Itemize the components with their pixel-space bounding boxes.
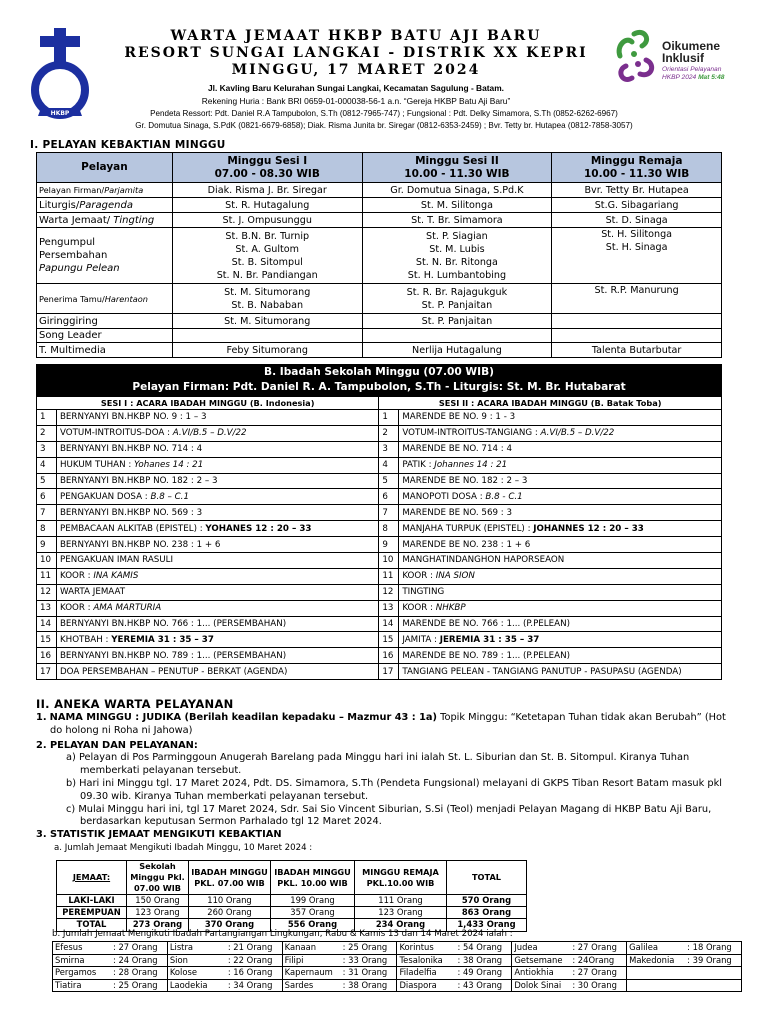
attendance-col-header: TOTAL (447, 861, 527, 895)
section-2-title: II. ANEKA WARTA PELAYANAN (36, 697, 234, 711)
item-number: 6 (37, 489, 57, 505)
item-number: 15 (379, 632, 399, 648)
oikumene-logo (612, 26, 762, 90)
lingkungan-name: Smirna (55, 954, 85, 965)
sesi-2-item: KOOR : INA SION (399, 568, 722, 584)
item-number: 9 (37, 537, 57, 553)
attendance-col-header: Sekolah Minggu Pkl. 07.00 WIB (127, 861, 189, 895)
attendance-cell: 273 Orang (127, 919, 189, 931)
liturgy-row (37, 600, 722, 616)
cell (552, 329, 722, 343)
col-sesi-1: Minggu Sesi I 07.00 - 08.30 WIB (172, 153, 362, 183)
lingkungan-name: Tiatira (55, 979, 82, 990)
attendance-row (57, 907, 527, 919)
cell: St. R.P. Manurung (552, 284, 722, 314)
lingkungan-name: Sardes (284, 979, 314, 990)
lingkungan-name: Efesus (55, 942, 83, 953)
attendance-cell: 150 Orang (127, 895, 189, 907)
logo-sub-3: Mat 5:48 (698, 74, 725, 81)
item-number: 2 (37, 425, 57, 441)
lingkungan-table (52, 941, 742, 992)
sesi-2-item: VOTUM-INTROITUS-TANGIANG : A.VI/B.5 – D.V/22 (399, 425, 722, 441)
attendance-col-header: MINGGU REMAJA PKL.10.00 WIB (355, 861, 447, 895)
sesi-1-item: BERNYANYI BN.HKBP NO. 789 : 1... (PERSEMBAHAN) (56, 648, 378, 664)
title-line-2: RESORT SUNGAI LANGKAI - DISTRIK XX KEPRI (124, 45, 588, 61)
oikumene-emblem-icon (612, 26, 658, 90)
lingkungan-row (53, 942, 742, 955)
item-number: 5 (379, 473, 399, 489)
lingkungan-cell (53, 979, 168, 992)
lingkungan-count: : 22 Orang (227, 954, 273, 965)
cell: Feby Situmorang (172, 343, 362, 358)
attendance-cell: TOTAL (57, 919, 127, 931)
item-number: 17 (379, 664, 399, 680)
item-number: 12 (37, 584, 57, 600)
lingkungan-count: : 27 Orang (572, 967, 617, 978)
sesi-2-item: TINGTING (399, 584, 722, 600)
lingkungan-count: : 24Orang (572, 954, 615, 965)
lingkungan-name: Pergamos (55, 967, 97, 978)
lingkungan-count: : 27 Orang (572, 942, 617, 953)
sesi-1-item: BERNYANYI BN.HKBP NO. 238 : 1 + 6 (56, 537, 378, 553)
sesi-1-item: PEMBACAAN ALKITAB (EPISTEL) : YOHANES 12 : 20 – 33 (56, 521, 378, 537)
cell: St. P. Siagian St. M. Lubis St. N. Br. Ritonga St. H. Lumbantobing (362, 228, 552, 284)
cell: Bvr. Tetty Br. Hutapea (552, 183, 722, 198)
attendance-header (57, 861, 527, 895)
lingkungan-name: Kolose (169, 967, 197, 978)
item-number: 5 (37, 473, 57, 489)
item-number: 17 (37, 664, 57, 680)
lingkungan-count: : 39 Orang (687, 954, 732, 965)
lingkungan-name: Kapernaum (284, 967, 333, 978)
lingkungan-name: Kanaan (284, 942, 317, 953)
lingkungan-count: : 27 Orang (113, 942, 158, 953)
lingkungan-cell (167, 942, 282, 955)
row-label: Penerima Tamu/Harentaon (37, 284, 173, 314)
lingkungan-count: : 54 Orang (457, 942, 503, 953)
cell: Talenta Butarbutar (552, 343, 722, 358)
liturgy-row (37, 616, 722, 632)
sesi-1-header: SESI I : ACARA IBADAH MINGGU (B. Indonesia) (37, 397, 379, 410)
attendance-col-header: IBADAH MINGGU PKL. 07.00 WIB (189, 861, 271, 895)
liturgy-row (37, 584, 722, 600)
col-remaja: Minggu Remaja 10.00 - 11.30 WIB (552, 153, 722, 183)
svg-text:HKBP: HKBP (50, 110, 70, 117)
sesi-2-item: PATIK : Johannes 14 : 21 (399, 457, 722, 473)
lingkungan-count: : 31 Orang (342, 967, 388, 978)
item-number: 8 (37, 521, 57, 537)
sesi-1-item: KOOR : AMA MARTURIA (56, 600, 378, 616)
lingkungan-name: Filadelfia (399, 967, 437, 978)
sesi-1-item: BERNYANYI BN.HKBP NO. 9 : 1 – 3 (56, 410, 378, 426)
lingkungan-name: Makedonia (629, 954, 675, 965)
item-number: 7 (379, 505, 399, 521)
attendance-cell: 863 Orang (447, 907, 527, 919)
lingkungan-cell (53, 967, 168, 980)
col-sesi-2: Minggu Sesi II 10.00 - 11.30 WIB (362, 153, 552, 183)
cell: St. T. Br. Simamora (362, 213, 552, 228)
table-row (37, 284, 722, 314)
logo-word-2: Inklusif (662, 51, 705, 65)
cell: St. P. Panjaitan (362, 314, 552, 329)
sesi-2-item: JAMITA : JEREMIA 31 : 35 – 37 (399, 632, 722, 648)
attendance-cell: 111 Orang (355, 895, 447, 907)
table-row (37, 228, 722, 284)
page-header (0, 0, 768, 138)
lingkungan-count: : 49 Orang (457, 967, 503, 978)
item-2-title: 2. PELAYAN DAN PELAYANAN: (36, 739, 198, 751)
cell: St. D. Sinaga (552, 213, 722, 228)
cell: St. M. Situmorang St. B. Nababan (172, 284, 362, 314)
lingkungan-cell (627, 979, 742, 992)
attendance-cell: 1,433 Orang (447, 919, 527, 931)
cell: Gr. Domutua Sinaga, S.Pd.K (362, 183, 552, 198)
logo-word-1: Oikumene (662, 39, 721, 53)
item-3-title: 3. STATISTIK JEMAAT MENGIKUTI KEBAKTIAN (36, 829, 282, 841)
lingkungan-cell (512, 942, 627, 955)
item-number: 9 (379, 537, 399, 553)
lingkungan-cell (53, 942, 168, 955)
pelayan-table-header (37, 153, 722, 183)
liturgy-row (37, 410, 722, 426)
item-number: 16 (379, 648, 399, 664)
item-number: 16 (37, 648, 57, 664)
item-number: 14 (379, 616, 399, 632)
sesi-1-item: BERNYANYI BN.HKBP NO. 182 : 2 – 3 (56, 473, 378, 489)
sesi-2-item: KOOR : NHKBP (399, 600, 722, 616)
title-line-1: WARTA JEMAAT HKBP BATU AJI BARU (170, 28, 542, 44)
item-number: 11 (379, 568, 399, 584)
item-number: 2 (379, 425, 399, 441)
lingkungan-title: b. Jumlah Jemaat Mengikuti Ibadah Partangiangan Lingkungan, Rabu & Kamis 13 dan 14 Maret 2024 ialah : (52, 929, 513, 939)
item-2b: b) Hari ini Minggu tgl. 17 Maret 2024, Pdt. DS. Simamora, S.Th (Pendeta Fungsional) melayani di GKPS Tiban Resort Batam masuk pkl 09.30 wib. Kiranya Tuhan memberkati pelayanan tersebut. (66, 777, 723, 802)
cell: Diak. Risma J. Br. Siregar (172, 183, 362, 198)
sesi-1-item: BERNYANYI BN.HKBP NO. 569 : 3 (56, 505, 378, 521)
lingkungan-name: Judea (514, 942, 538, 953)
lingkungan-name: Dolok Sinai (514, 979, 562, 990)
oikumene-title (662, 40, 720, 64)
liturgy-table (36, 396, 722, 680)
liturgy-row (37, 648, 722, 664)
cell: St. J. Ompusunggu (172, 213, 362, 228)
sesi-1-item: PENGAKUAN DOSA : B.8 – C.1 (56, 489, 378, 505)
lingkungan-count: : 16 Orang (227, 967, 273, 978)
item-number: 3 (379, 441, 399, 457)
sekolah-title: B. Ibadah Sekolah Minggu (07.00 WIB) (264, 366, 494, 378)
cell (552, 314, 722, 329)
sesi-2-item: MARENDE BE NO. 789 : 1... (P.PELEAN) (399, 648, 722, 664)
item-number: 14 (37, 616, 57, 632)
sesi-2-item: MARENDE BE NO. 569 : 3 (399, 505, 722, 521)
lingkungan-cell (167, 979, 282, 992)
attendance-cell: 370 Orang (189, 919, 271, 931)
liturgy-row (37, 457, 722, 473)
table-row (37, 198, 722, 213)
item-number: 10 (37, 553, 57, 569)
item-number: 6 (379, 489, 399, 505)
attendance-cell: 110 Orang (189, 895, 271, 907)
row-label: Liturgis/Paragenda (37, 198, 173, 213)
sesi-1-item: WARTA JEMAAT (56, 584, 378, 600)
lingkungan-cell (627, 942, 742, 955)
attendance-cell: 234 Orang (355, 919, 447, 931)
item-number: 4 (37, 457, 57, 473)
item-number: 8 (379, 521, 399, 537)
item-number: 1 (379, 410, 399, 426)
cell: St.G. Sibagariang (552, 198, 722, 213)
cell (172, 329, 362, 343)
title-date: MINGGU, 17 MARET 2024 (231, 62, 481, 78)
lingkungan-count: : 30 Orang (572, 979, 617, 990)
lingkungan-count: : 25 Orang (342, 942, 388, 953)
lingkungan-cell (627, 967, 742, 980)
liturgy-row (37, 505, 722, 521)
lingkungan-count: : 33 Orang (342, 954, 388, 965)
item-number: 7 (37, 505, 57, 521)
pelayan-table (36, 152, 722, 358)
lingkungan-name: Getsemane (514, 954, 563, 965)
cell: St. R. Hutagalung (172, 198, 362, 213)
logo-sub-1: Orientasi Pelayanan (662, 66, 722, 73)
sesi-1-item: KHOTBAH : YEREMIA 31 : 35 – 37 (56, 632, 378, 648)
cell (362, 329, 552, 343)
item-number: 12 (379, 584, 399, 600)
item-number: 1 (37, 410, 57, 426)
liturgy-row (37, 632, 722, 648)
sesi-2-item: MANOPOTI DOSA : B.8 - C.1 (399, 489, 722, 505)
attendance-cell: 357 Orang (271, 907, 355, 919)
cell: St. M. Situmorang (172, 314, 362, 329)
lingkungan-name: Galilea (629, 942, 659, 953)
lingkungan-cell (512, 979, 627, 992)
staff-line-1: Pendeta Ressort: Pdt. Daniel R.A Tampubolon, S.Th (0812-7965-747) ; Fungsional : Pdt. Delky Simamora, S.Th (0852-6262-6967) (150, 109, 618, 118)
sesi-1-item: HUKUM TUHAN : Yohanes 14 : 21 (56, 457, 378, 473)
item-2a: a) Pelayan di Pos Parminggoun Anugerah Barelang pada Minggu hari ini ialah St. L. Siburian dan St. B. Sitompul. Kiranya Tuhan memberkati pelayanan tersebut. (66, 752, 690, 777)
lingkungan-count: : 38 Orang (342, 979, 388, 990)
item-number: 11 (37, 568, 57, 584)
church-address: Jl. Kavling Baru Kelurahan Sungai Langkai, Kecamatan Sagulung - Batam. (208, 83, 504, 93)
lingkungan-cell (397, 954, 512, 967)
lingkungan-cell (397, 942, 512, 955)
lingkungan-count: : 21 Orang (227, 942, 273, 953)
lingkungan-cell (282, 942, 397, 955)
sesi-2-item: MARENDE BE NO. 766 : 1... (P.PELEAN) (399, 616, 722, 632)
row-label: Pelayan Firman/Parjamita (37, 183, 173, 198)
logo-sub-2: HKBP 2024 (662, 74, 697, 81)
table-row (37, 213, 722, 228)
attendance-cell: 123 Orang (127, 907, 189, 919)
lingkungan-name: Diaspora (399, 979, 437, 990)
lingkungan-count: : 18 Orang (687, 942, 732, 953)
sesi-1-item: BERNYANYI BN.HKBP NO. 766 : 1... (PERSEMBAHAN) (56, 616, 378, 632)
lingkungan-cell (397, 967, 512, 980)
attendance-cell: PEREMPUAN (57, 907, 127, 919)
item-number: 10 (379, 553, 399, 569)
cell: St. M. Silitonga (362, 198, 552, 213)
lingkungan-cell (512, 967, 627, 980)
table-row (37, 314, 722, 329)
sesi-1-item: PENGAKUAN IMAN RASULI (56, 553, 378, 569)
sekolah-minggu-banner (36, 364, 722, 396)
col-pelayan: Pelayan (37, 153, 173, 183)
lingkungan-name: Tesalonika (399, 954, 443, 965)
lingkungan-row (53, 979, 742, 992)
attendance-cell: LAKI-LAKI (57, 895, 127, 907)
lingkungan-cell (512, 954, 627, 967)
lingkungan-row (53, 967, 742, 980)
sesi-2-item: MANJAHA TURPUK (EPISTEL) : JOHANNES 12 : 20 – 33 (399, 521, 722, 537)
liturgy-header (37, 397, 722, 410)
lingkungan-cell (397, 979, 512, 992)
item-2c: c) Mulai Minggu hari ini, tgl 17 Maret 2024, Sdr. Sai Sio Vincent Siburian, S.Si (Teol) menjadi Pelayan Magang di HKBP Batu Aji Baru, berdasarkan keputusan Sermon Parhalado tgl 12 Maret 2024. (66, 803, 712, 828)
lingkungan-cell (53, 954, 168, 967)
lingkungan-cell (282, 979, 397, 992)
liturgy-row (37, 489, 722, 505)
sesi-2-header: SESI II : ACARA IBADAH MINGGU (B. Batak Toba) (379, 397, 722, 410)
lingkungan-count: : 28 Orang (113, 967, 158, 978)
cell: Nerlija Hutagalung (362, 343, 552, 358)
item-number: 4 (379, 457, 399, 473)
table-row (37, 183, 722, 198)
sekolah-subtitle: Pelayan Firman: Pdt. Daniel R. A. Tampubolon, S.Th - Liturgis: St. M. Br. Hutabarat (132, 381, 626, 393)
sesi-1-item: DOA PERSEMBAHAN – PENUTUP - BERKAT (AGENDA) (56, 664, 378, 680)
item-number: 13 (379, 600, 399, 616)
liturgy-row (37, 425, 722, 441)
item-3a: a. Jumlah Jemaat Mengikuti Ibadah Minggu, 10 Maret 2024 : (54, 842, 313, 853)
section-2-body (36, 712, 736, 855)
cell: St. R. Br. Rajagukguk St. P. Panjaitan (362, 284, 552, 314)
lingkungan-cell (167, 954, 282, 967)
staff-line-2: Gr. Domutua Sinaga, S.PdK (0821-6679-6858); Diak. Risma Junita br. Siregar (0812-6353-2459) ; Bvr. Tetty br. Hutapea (0812-7858-3057) (135, 121, 633, 130)
row-label: Song Leader (37, 329, 173, 343)
table-row (37, 329, 722, 343)
lingkungan-row (53, 954, 742, 967)
lingkungan-cell (627, 954, 742, 967)
attendance-col-header: JEMAAT: (57, 861, 127, 895)
sesi-1-item: KOOR : INA KAMIS (56, 568, 378, 584)
attendance-table (56, 860, 527, 932)
sesi-2-item: MARENDE BE NO. 238 : 1 + 6 (399, 537, 722, 553)
cell: St. B.N. Br. Turnip St. A. Gultom St. B. Sitompul St. N. Br. Pandiangan (172, 228, 362, 284)
oikumene-subtitle (662, 66, 724, 82)
lingkungan-cell (282, 967, 397, 980)
sesi-2-item: MANGHATINDANGHON HAPORSEAON (399, 553, 722, 569)
attendance-row (57, 895, 527, 907)
attendance-cell: 260 Orang (189, 907, 271, 919)
lingkungan-count: : 38 Orang (457, 954, 503, 965)
bank-account: Rekening Huria : Bank BRI 0659-01-000038-56-1 a.n. “Gereja HKBP Batu Aji Baru” (201, 96, 511, 106)
liturgy-row (37, 537, 722, 553)
lingkungan-name: Antiokhia (514, 967, 554, 978)
lingkungan-name: Filipi (284, 954, 304, 965)
lingkungan-cell (282, 954, 397, 967)
attendance-cell: 570 Orang (447, 895, 527, 907)
item-1: 1. NAMA MINGGU : JUDIKA (Berilah keadilan kepadaku – Mazmur 43 : 1a) Topik Minggu: “Ketetapan Tuhan tidak akan Berubah” (Hot do holong ni Roha ni Jahowa) (36, 712, 726, 736)
attendance-cell: 556 Orang (271, 919, 355, 931)
liturgy-row (37, 521, 722, 537)
row-label: Warta Jemaat/ Tingting (37, 213, 173, 228)
lingkungan-count: : 34 Orang (227, 979, 273, 990)
lingkungan-name: Laodekia (169, 979, 208, 990)
lingkungan-name: Sion (169, 954, 188, 965)
lingkungan-count: : 25 Orang (113, 979, 158, 990)
liturgy-row (37, 664, 722, 680)
lingkungan-count: : 24 Orang (113, 954, 158, 965)
row-label: Pengumpul Persembahan Papungu Pelean (37, 228, 173, 284)
attendance-cell: 123 Orang (355, 907, 447, 919)
sesi-2-item: TANGIANG PELEAN - TANGIANG PANUTUP - PASUPASU (AGENDA) (399, 664, 722, 680)
item-number: 13 (37, 600, 57, 616)
sesi-2-item: MARENDE BE NO. 182 : 2 – 3 (399, 473, 722, 489)
lingkungan-cell (167, 967, 282, 980)
section-1-title: I. PELAYAN KEBAKTIAN MINGGU (30, 139, 226, 151)
liturgy-row (37, 568, 722, 584)
row-label: T. Multimedia (37, 343, 173, 358)
cell: St. H. Silitonga St. H. Sinaga (552, 228, 722, 284)
lingkungan-count: : 43 Orang (457, 979, 503, 990)
sesi-1-item: BERNYANYI BN.HKBP NO. 714 : 4 (56, 441, 378, 457)
sesi-1-item: VOTUM-INTROITUS-DOA : A.VI/B.5 – D.V/22 (56, 425, 378, 441)
item-number: 3 (37, 441, 57, 457)
row-label: Giringgiring (37, 314, 173, 329)
item-number: 15 (37, 632, 57, 648)
bulletin-title (96, 28, 616, 79)
sesi-2-item: MARENDE BE NO. 714 : 4 (399, 441, 722, 457)
lingkungan-name: Listra (169, 942, 194, 953)
table-row (37, 343, 722, 358)
liturgy-row (37, 473, 722, 489)
church-address-block (96, 82, 616, 108)
attendance-col-header: IBADAH MINGGU PKL. 10.00 WIB (271, 861, 355, 895)
liturgy-row (37, 441, 722, 457)
sesi-2-item: MARENDE BE NO. 9 : 1 - 3 (399, 410, 722, 426)
lingkungan-name: Korintus (399, 942, 434, 953)
attendance-cell: 199 Orang (271, 895, 355, 907)
liturgy-row (37, 553, 722, 569)
staff-contacts (0, 108, 768, 132)
